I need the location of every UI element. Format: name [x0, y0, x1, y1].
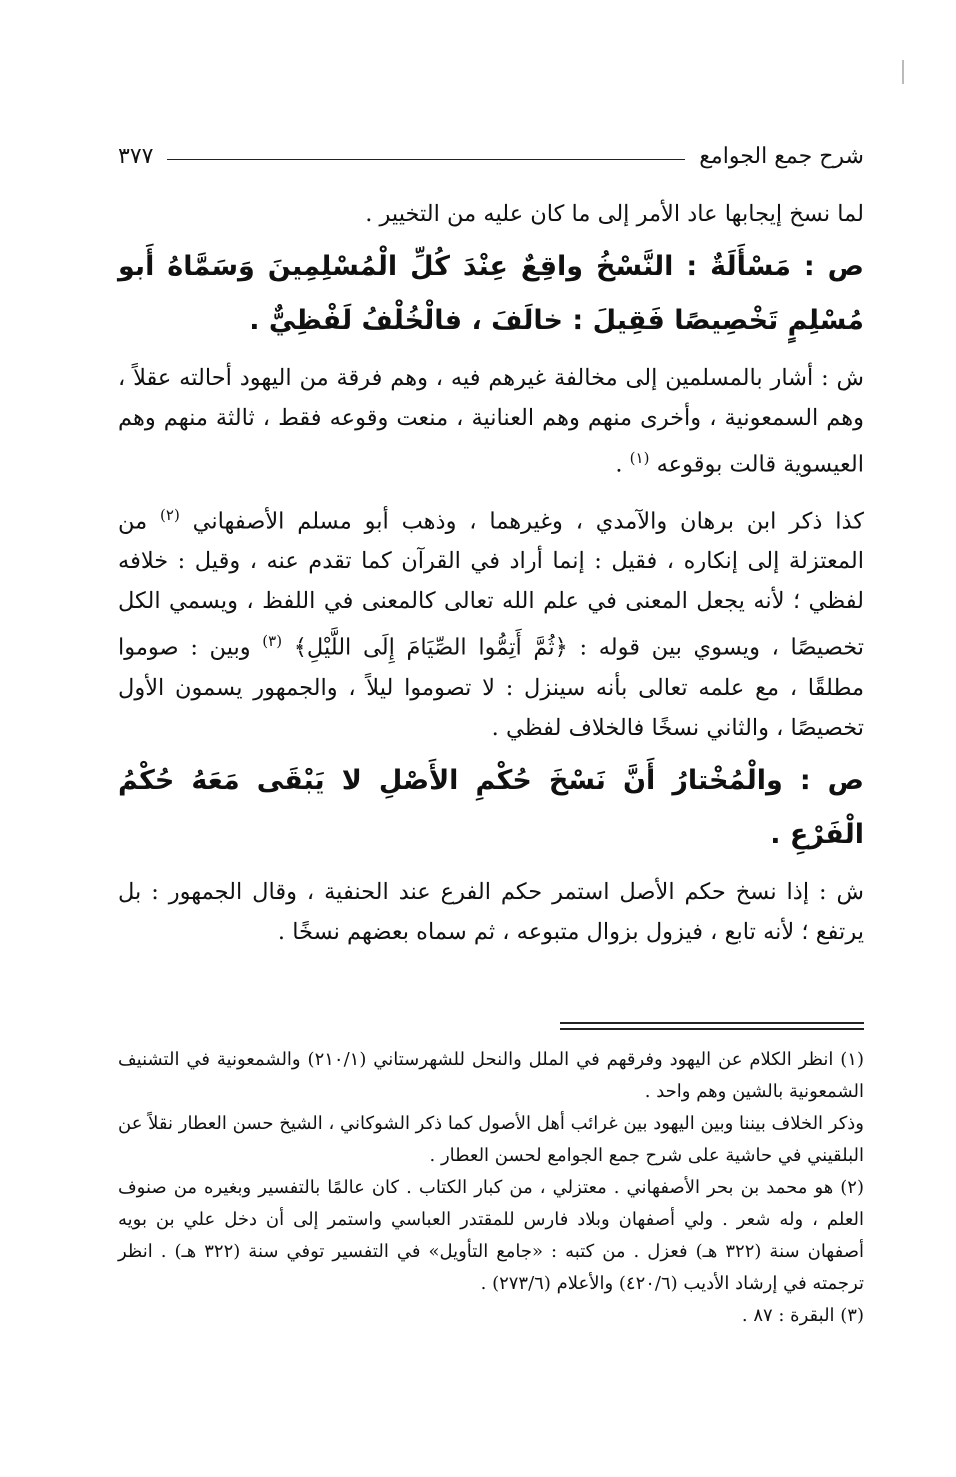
- sharh-paragraph-1: [118, 358, 864, 485]
- footnote-ref-3: (٣): [262, 632, 283, 650]
- sharh-paragraph-3: ش : إذا نسخ حكم الأصل استمر حكم الفرع عند الحنفية ، وقال الجمهور : بل يرتفع ؛ لأنه تابع ، فيزول بزوال متبوعه ، ثم سماه بعضهم نسخًا .: [118, 878, 864, 945]
- footnote-1b: وذكر الخلاف بيننا وبين اليهود بين غرائب أهل الأصول كما ذكر الشوكاني ، الشيخ حسن العطار نقلاً عن البلقيني في حاشية على شرح جمع الجوامع لحسن العطار .: [118, 1113, 864, 1166]
- sharh-2-part-a: كذا ذكر ابن برهان والآمدي ، وغيرهما ، وذهب أبو مسلم الأصفهاني: [192, 508, 864, 534]
- main-text: [118, 194, 864, 952]
- footnote-1a: (١) انظر الكلام عن اليهود وفرقهم في الملل والنحل للشهرستاني (٢١٠/١) والشمعونية في التشنيف الشمعونية بالشين وهم واحد .: [118, 1049, 864, 1102]
- footnotes: [118, 1044, 864, 1332]
- page-number: ٣٧٧: [118, 143, 154, 169]
- header-title: شرح جمع الجوامع: [699, 143, 864, 169]
- header-rule: [167, 159, 685, 160]
- intro-line: لما نسخ إيجابها عاد الأمر إلى ما كان عليه من التخيير .: [365, 201, 864, 227]
- footnote-2: (٢) هو محمد بن بحر الأصفهاني . معتزلي ، من كبار الكتاب . كان عالمًا بالتفسير وبغيره من صنوف العلم ، وله شعر . ولي أصفهان وبلاد فارس للمقتدر العباسي واستمر إلى أن دخل علي بن بويه أصفهان سنة (٣٢٢ هـ) فعزل . من كتبه : «جامع التأويل» في التفسير توفي سنة (٣٢٢ هـ) . انظر ترجمته في إرشاد الأديب (٤٢٠/٦) والأعلام (٢٧٣/٦) .: [118, 1177, 864, 1294]
- sharh-paragraph-2: [118, 495, 864, 748]
- footnote-3: (٣) البقرة : ٨٧ .: [741, 1305, 864, 1326]
- sharh-2-part-b: من المعتزلة إلى إنكاره ، فقيل : إنما أراد في القرآن كما تقدم عنه ، وقيل : خلافه لفظي ؛ لأنه يجعل المعنى في علم الله تعالى كالمعنى في اللفظ ، ويسمي الكل تخصيصًا ، ويسوي بين قوله : ﴿ثُمَّ أَتِمُّوا الصِّيَامَ إِلَى اللَّيْلِ﴾: [118, 508, 865, 661]
- running-header: [118, 136, 864, 176]
- footnote-ref-1: (١): [629, 449, 650, 467]
- footnote-ref-2: (٢): [160, 505, 180, 524]
- corner-mark: [902, 60, 904, 84]
- sharh-2-part-c: وبين : صوموا مطلقًا ، مع علمه تعالى بأنه سينزل : لا تصوموا ليلاً ، والجمهور يسمون الأول تخصيصًا ، والثاني نسخًا فالخلاف لفظي .: [118, 634, 864, 741]
- sharh-1-text: ش : أشار بالمسلمين إلى مخالفة غيرهم فيه ، وهم فرقة من اليهود أحالته عقلاً ، وهم السمعونية ، وأخرى منهم وهم العنانية ، منعت وقوعه فقط ، ثالثة منهم وهم العيسوية قالت بوقوعه: [118, 365, 864, 478]
- sharh-1-end: .: [615, 451, 630, 478]
- matn-paragraph-2: ص : والْمُخْتارُ أَنَّ نَسْخَ حُكْمِ الأَصْلِ لا يَبْقَى مَعَهُ حُكْمُ الْفَرْعِ .: [118, 764, 864, 850]
- matn-paragraph-1: ص : مَسْأَلَةٌ : النَّسْخُ واقِعٌ عِنْدَ كُلِّ الْمُسْلِمِينَ وَسَمَّاهُ أَبو مُسْلِمٍ تَخْصِيصًا فَقِيلَ : خالَفَ ، فالْخُلْفُ لَفْظِيٌّ .: [118, 251, 864, 336]
- footnote-separator: [560, 1022, 864, 1030]
